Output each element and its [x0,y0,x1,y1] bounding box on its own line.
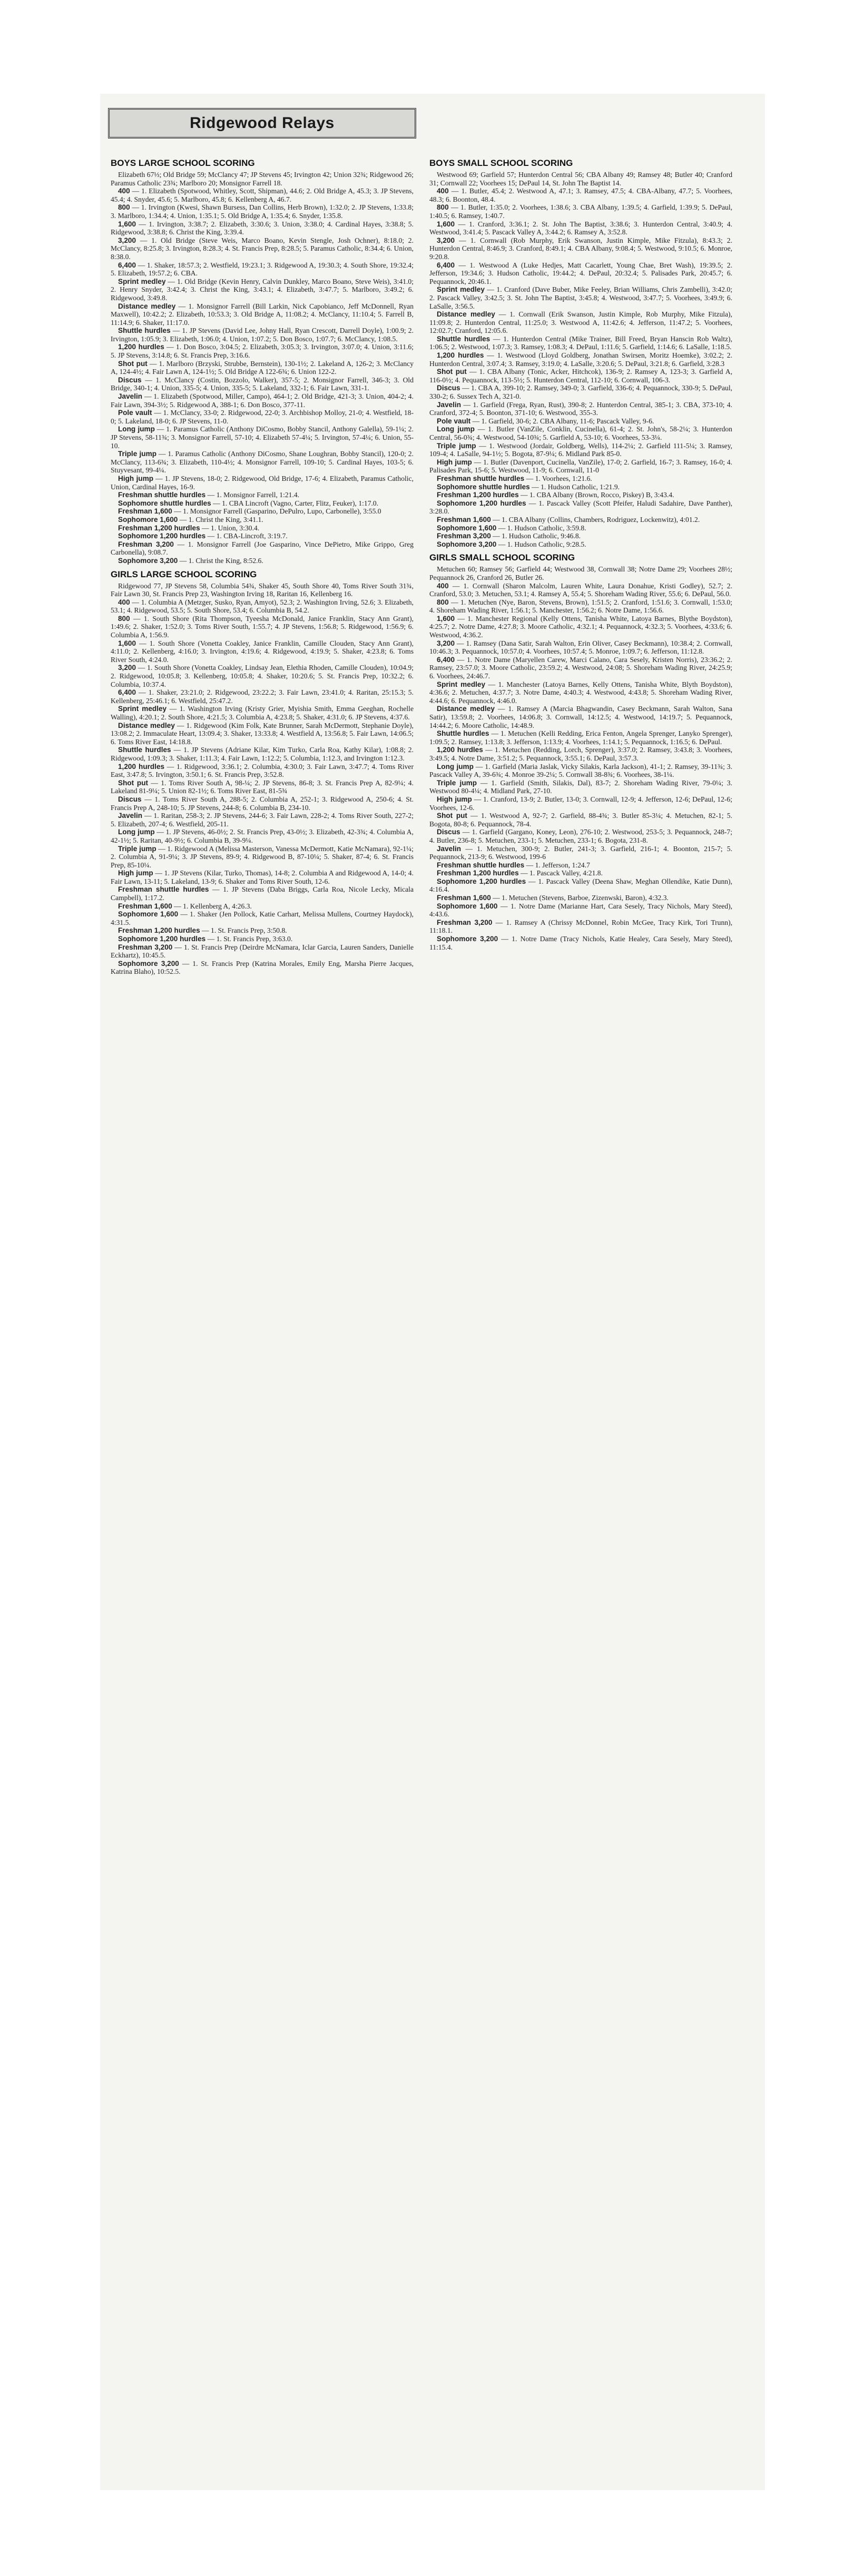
event-results: — 1. Hudson Catholic, 3:59.8. [498,524,586,532]
result-entry [111,499,414,508]
event-results: — 1. Notre Dame (Marianne Hart, Cara Sesely, Tracy Nichols, Mary Steed), 4:43.6. [429,902,732,919]
event-name: Shuttle hurdles [437,729,489,738]
result-entry [429,220,732,236]
result-entry [429,598,732,615]
event-results: — 1. South Shore (Vonetta Coakley, Janice Franklin, Camille Clouden, Stacy Ann Grant), 4:11.0; 2. Kellenberg, 4:16.0; 3. Irvington, 4:19.6; 4. Ridgewood, 4:19.9; 5. Shaker, 4:23.8; 6. Toms River South, 4:24.0. [111,639,414,664]
event-results: — 1. Columbia A (Metzger, Susko, Ryan, Amyot), 52.3; 2. Washington Irving, 52.6; 3. Elizabeth, 53.1; 4. Ridgewood, 53.5; 5. South Shore, 53.4; 6. Columbia B, 54.2. [111,598,414,615]
result-entry [111,639,414,664]
event-name: Long jump [437,762,474,771]
result-entry [111,664,414,688]
event-results: — 1. Irvington (Kwesi, Shawn Bursess, Dan Collins, Herb Brown), 1:32.0; 2. JP Stevens, 1:33.8; 3. Marlboro, 1:34.4; 4. Union, 1:35.1; 5. Old Bridge A, 1:35.4; 6. Snyder, 1:35.8. [111,203,414,220]
event-name: 1,600 [118,220,136,228]
result-entry [111,450,414,475]
result-entry [429,236,732,261]
event-name: 6,400 [437,655,455,664]
event-results: — 1. Ridgewood A (Melissa Masterson, Vanessa McDermott, Katie McNamara), 92-1¼; 2. Columbia A, 91-9¼; 3. JP Stevens, 89-9; 4. Ridgewood B, 87-10¼; 5. Shaker, 87-4; 6. St. Francis Prep, 85-10¼. [111,844,414,869]
event-name: 6,400 [437,261,455,269]
event-results: — 1. CBA Albany (Tonic, Acker, Hitchcok), 136-9; 2. Ramsey A, 123-3; 3. Garfield A, 116-0½; 4. Pequannock, 113-5½; 5. Hunterdon Central, 112-10; 6. Cornwall, 106-3. [429,368,732,384]
event-name: 400 [437,187,449,195]
event-results: — 1. Shaker, 18:57.3; 2. Westfield, 19:23.1; 3. Ridgewood A, 19:30.3; 4. South Shore, 19:32.4; 5. Elizabeth, 19:57.2; 6. CBA. [111,261,414,278]
event-results: — 1. Raritan, 258-3; 2. JP Stevens, 244-6; 3. Fair Lawn, 228-2; 4. Toms River South, 227-2; 5. Elizabeth, 207-4; 6. Westfield, 205-11. [111,812,414,828]
event-results: — 1. Ramsey A (Marcia Bhagwandin, Casey Beckmann, Sarah Walton, Sana Satir), 13:59.8; 2. Voorhees, 14:06.8; 3. Cornwall, 14:12.5; 4. Westwood, 14:19.7; 5. Pequannock, 14:44.2; 6. Moore Catholic, 14:48.9. [429,705,733,729]
event-results: — 1. Notre Dame (Maryellen Carew, Marci Calano, Cara Sesely, Kristen Norris), 23:36.2; 2. Ramsey, 23:57.0; 3. Moore Catholic, 23:59.2; 4. Westwood, 24:08; 5. Shoreham Wading River, 24:25.9; 6. Voorhees, 24:46.7. [429,655,732,680]
event-name: Distance medley [437,310,495,319]
event-results: — 1. Ramsey (Dana Satir, Sarah Walton, Erin Oliver, Casey Beckmann), 10:38.4; 2. Cornwall, 10:46.3; 3. Pequannock, 10:57.0; 4. Voorhees, 10:57.4; 5. Monroe, 1:09.7; 6. Jefferson, 11:12.8. [429,639,732,656]
event-results: — 1. Notre Dame (Tracy Nichols, Katie Healey, Cara Sesely, Mary Steed), 11:15.4. [429,935,732,951]
event-name: Sophomore 1,600 [437,524,497,532]
result-entry [111,532,414,540]
event-results: — 1. CBA Lincroft (Vagno, Carter, Flitz, Feuker), 1:17.0. [213,499,379,507]
event-name: High jump [437,795,472,803]
event-results: — 1. Butler (VanZile, Conklin, Cucinella), 61-4; 2. St. John's, 58-2¼; 3. Hunterdon Central, 56-0¾; 4. Westwood, 54-10¾; 5. Garfield A, 53-10; 6. Voorhees, 53-3¼. [429,425,732,441]
event-results: — 1. Hudson Catholic, 9:28.5. [498,540,586,548]
result-entry [111,688,414,705]
result-entry [111,360,414,376]
event-name: Freshman 1,200 hurdles [437,869,519,877]
result-entry [429,812,732,828]
result-entry [429,845,732,861]
section-heading: GIRLS LARGE SCHOOL SCORING [111,569,257,579]
event-name: Discus [437,828,460,836]
result-entry [111,236,414,261]
event-name: 1,600 [437,614,455,623]
result-entry [429,351,732,368]
event-results: — 1. JP Stevens, 18-0; 2. Ridgewood, Old Bridge, 17-6; 4. Elizabeth, Paramus Catholic, Union, Cardinal Hayes, 16-9. [111,474,414,491]
event-results: — 1. Metuchen (Redding, Lorch, Sprenger), 3:37.0; 2. Ramsey, 3:43.8; 3. Voorhees, 3:49.5; 4. Notre Dame, 3:51.2; 5. Pequannock, 3:55.1; 6. DePaul, 3:57.3. [429,746,732,762]
result-entry [111,869,414,885]
result-entry [429,310,732,335]
result-entry [429,763,732,779]
result-entry [111,475,414,491]
result-entry [429,475,732,483]
event-results: — 1. Don Bosco, 3:04.5; 2. Elizabeth, 3:05.3; 3. Irvington, 3:07.0; 4. Union, 3:11.6; 5. JP Stevens, 3:14.8; 6. St. Francis Prep, 3:16.6. [111,343,414,360]
event-name: Sophomore 3,200 [118,959,179,968]
event-name: 1,200 hurdles [437,746,483,754]
result-entry [111,376,414,392]
event-results: — 1. Ridgewood, 3:36.1; 2. Columbia, 4:30.0; 3. Fair Lawn, 3:47.7; 4. Toms River East, 3:47.8; 5. Irvington, 3:50.1; 6. St. Francis Prep, 3:52.8. [111,762,414,779]
left-results-column [111,154,414,976]
event-results: — 1. Garfield (Frega, Ryan, Rust), 390-8; 2. Hunterdon Central, 385-1; 3. CBA, 373-10; 4. Cranford, 372-4; 5. Boonton, 371-10; 6. Westwood, 355-3. [429,400,732,417]
event-name: 400 [118,598,130,606]
result-entry [111,779,414,795]
event-results: — 1. Cornwall (Rob Murphy, Erik Swanson, Justin Kimple, Mike Fitzula), 8:43.3; 2. Hunterdon Central, 8:46.9; 3. Cranford, 8:49.1; 4. CBA Albany, 9:08.4; 5. Westwood, 9:10.5; 6. Monroe, 9:20.8. [429,236,732,261]
event-name: Freshman 3,200 [437,532,491,540]
event-name: Freshman 3,200 [437,918,493,926]
event-results: — 1. Shaker (Jen Pollock, Katie Carhart, Melissa Mullens, Courtney Haydock), 4:31.5. [111,910,414,926]
event-name: Triple jump [118,844,156,853]
result-entry [429,335,732,351]
event-results: — 1. Irvington, 3:38.7; 2. Elizabeth, 3:30.6; 3. Union, 3:38.0; 4. Cardinal Hayes, 3:38.8; 5. Ridgewood, 3:38.8; 6. Christ the King, 3:39.4. [111,220,414,236]
result-entry [111,343,414,359]
result-entry [111,540,414,557]
event-name: Long jump [118,828,155,836]
event-name: Sophomore 1,600 [437,902,498,910]
result-entry [429,935,732,951]
result-entry [111,722,414,746]
event-name: Long jump [437,425,475,433]
event-name: Pole vault [118,409,152,417]
result-entry [111,203,414,220]
result-entry [429,187,732,203]
event-name: Discus [118,376,142,384]
event-name: Shot put [437,368,467,376]
event-results: — 1. Jefferson, 1:24.7 [526,861,590,869]
result-entry [111,926,414,935]
result-entry [111,763,414,779]
right-results-column [429,154,732,951]
event-results: — 1. Kellenberg A, 4:26.3. [174,902,252,910]
result-entry [111,524,414,532]
result-entry [429,171,732,187]
result-entry [111,960,414,976]
event-results: — 1. Manchester (Latoya Barnes, Kelly Ottens, Tanisha White, Blyth Boydston), 4:36.6; 2. Metuchen, 4:37.7; 3. Notre Dame, 4:40.3; 4. Westwood, 4:43.8; 5. Shoreham Wading River, 4:44.6; 6. Pequannock, 4:46.0. [429,680,732,705]
result-entry [111,507,414,516]
result-entry [111,746,414,762]
result-entry [429,615,732,639]
event-results: — 1. Old Bridge (Kevin Henry, Calvin Dunkley, Marco Boano, Steve Weis), 3:41.0; 2. Henry Snyder, 3:42.4; 3. Christ the King, 3:43.1; 4. Elizabeth, 3:47.7; 5. Marlboro, 3:49.2; 6. Ridgewood, 3:49.8. [111,277,414,302]
result-entry [111,598,414,615]
result-entry [429,746,732,762]
event-name: 3,200 [437,639,455,647]
event-name: Sophomore shuttle hurdles [437,482,530,491]
event-name: Freshman 1,200 hurdles [118,926,200,935]
result-entry [429,582,732,598]
event-results: Elizabeth 67⅓; Old Bridge 59; McClancy 47; JP Stevens 45; Irvington 42; Union 32¾; Ridgewood 26; Paramus Catholic 23¾; Marlboro 20; Monsignor Farrell 18. [111,171,414,187]
result-entry [429,483,732,491]
event-results: — 1. Union, 3:30.4. [202,524,260,532]
event-name: 400 [437,581,449,590]
event-results: — 1. JP Stevens (Daba Briggs, Carla Roa, Nicole Lecky, Micala Campbell), 1:17.2. [111,885,414,902]
event-results: — 1. Christ the King, 8:52.6. [179,556,263,565]
result-entry [111,795,414,812]
event-results: — 1. Cranford (Dave Buber, Mike Feeley, Brian Williams, Chris Zambelli), 3:42.0; 2. Pascack Valley, 3:42.5; 3. St. John The Baptist, 3:45.8; 4. Westwood, 3:47.7; 5. Voorhees, 3:49.9; 6. LaSalle, 3:56.5. [429,285,732,310]
event-name: Triple jump [437,441,476,450]
event-name: Shuttle hurdles [437,334,490,343]
result-entry [429,532,732,540]
event-results: — 1. Elizabeth (Spotwood, Whitley, Scott, Shipman), 44.6; 2. Old Bridge A, 45.3; 3. JP Stevens, 45.4; 4. Snyder, 45.6; 5. Marlboro, 45.8; 6. Kellenberg A, 46.7. [111,187,414,203]
event-name: High jump [118,869,153,877]
event-name: 1,200 hurdles [118,762,165,771]
event-results: — 1. Ramsey A (Chrissy McDonnel, Robin McGee, Tracy Kirk, Tori Trunn), 11:18.1. [429,918,732,935]
result-entry [111,261,414,278]
event-results: — 1. Butler, 45.4; 2. Westwood A, 47.1; 3. Ramsey, 47.5; 4. CBA-Albany, 47.7; 5. Voorhees, 48.3; 6. Boonton, 48.4. [429,187,732,203]
event-name: Distance medley [118,302,176,310]
event-results: — 1. Old Bridge (Steve Weis, Marco Boano, Kevin Stengle, Josh Ochner), 8:18.0; 2. McClancy, 8:25.8; 3. Irvington, 8:28.3; 4. St. Francis Prep, 8:28.5; 5. Paramus Catholic, 8:34.4; 6. Union, 8:38.0. [111,236,414,261]
event-name: 800 [118,203,130,212]
result-entry [429,779,732,795]
event-results: — 1. CBA Albany (Collins, Chambers, Rodriguez, Lockenwitz), 4:01.2. [493,515,700,524]
result-entry [429,285,732,310]
result-entry [429,524,732,532]
event-name: Triple jump [437,778,477,787]
result-entry [429,540,732,549]
event-name: Freshman 1,600 [118,507,172,516]
event-results: — 1. Hunterdon Central (Mike Trainer, Bill Freed, Bryan Hanscin Rob Waltz), 1:06.5; 2. Westwood, 1:07.3; 3. Ramsey, 1:08.3; 4. DePaul, 1:11.6; 5. Garfield, 1:14.6; 6. LaSalle, 1:18.5. [429,334,732,351]
result-entry [429,861,732,870]
event-name: Freshman shuttle hurdles [118,491,206,499]
result-entry [111,557,414,565]
result-entry [111,171,414,187]
result-entry [429,705,732,729]
event-name: Sprint medley [118,277,166,285]
event-results: — 1. Hudson Catholic, 1:21.9. [532,482,620,491]
event-name: Freshman 1,600 [437,515,491,524]
event-results: Westwood 69; Garfield 57; Hunterdon Central 56; CBA Albany 49; Ramsey 48; Butler 40; Cranford 31; Cornwall 22; Voorhees 15; DePaul 14, St. John The Baptist 14. [429,171,732,187]
event-results: — 1. St. Francis Prep, 3:50.8. [202,926,287,935]
event-results: — 1. St. Francis Prep (Deirdre McNamara, Iclar Garcia, Lauren Sanders, Danielle Eckhartz), 10:45.5. [111,943,414,960]
result-entry [111,491,414,499]
result-entry [111,187,414,203]
result-entry [429,425,732,441]
event-results: — 1. Christ the King, 3:41.1. [179,515,263,524]
result-entry [429,417,732,426]
event-results: — 1. Toms River South A, 98-¼; 2. JP Stevens, 86-8; 3. St. Francis Prep A, 82-9¼; 4. Lakeland 81-9¼; 5. Union 82-1½; 6. Toms River East, 81-5¾ [111,778,414,795]
event-results: — 1. Voorhees, 1:21.6. [526,474,592,482]
result-entry [429,902,732,919]
event-name: Sprint medley [437,680,486,688]
event-results: — 1. Paramus Catholic (Anthony DiCosmo, Shane Loughran, Bobby Stancil), 120-0; 2. McClancy, 113-6¾; 3. Elizabeth, 110-4½; 4. Monsignor Farrell, 109-10; 5. Cardinal Hayes, 103-5; 6. Stuyvesant, 99-4¼. [111,450,414,475]
event-results: — 1. Pascack Valley (Deena Shaw, Meghan Ollendike, Katie Dunn), 4:16.4. [429,877,732,894]
event-name: 3,200 [118,664,136,672]
event-name: Discus [437,384,460,392]
event-name: 400 [118,187,130,195]
event-results: — 1. Metuchen (Nye, Baron, Stevens, Brown), 1:51.5; 2. Cranford, 1:51.6; 3. Cornwall, 1:53.0; 4. Shoreham Wading River, 1:56.1; 5. Manchester, 1:56.2; 6. Notre Dame, 1:56.6. [429,598,732,615]
event-name: Freshman 3,200 [118,540,174,548]
event-results: — 1. Manchester Regional (Kelly Ottens, Tanisha White, Latoya Barnes, Blythe Boydston), 4:25.7; 2. Notre Dame, 4:27.8; 3. Moore Catholic, 4:32.1; 4. Pequannock, 4:32.3; 5. Voorhees, 4:33.6; 6. Westwood, 4:36.2. [429,614,732,639]
event-results: — 1. Garfield (Smith, Silakis, Dal), 83-7; 2. Shoreham Wading River, 79-0¼; 3. Westwood 80-4¼; 4. Midland Park, 27-10. [429,778,732,795]
event-name: Javelin [437,844,462,853]
event-results: — 1. South Shore (Vonetta Coakley, Lindsay Jean, Elethia Rhoden, Camille Clouden), 10:04.9; 2. Ridgewood, 10:05.8; 3. Kellenberg, 10:05.8; 4. Shaker, 10:20.6; 5. St. Francis Prep, 10:32.2; 6. Columbia, 10:37.4. [111,664,414,688]
event-results: — 1. Cornwall (Sharon Malcolm, Lauren White, Laura Donahue, Kristi Godley), 52.7; 2. Cranford, 53.0; 3. Metuchen, 53.1; 4. Ramsey A, 55.4; 5. Shoreham Wading River, 55.6; 6. DePaul, 56.0. [429,581,732,598]
event-results: — 1. Elizabeth (Spotwood, Miller, Campo), 464-1; 2. Old Bridge, 421-3; 3. Union, 404-2; 4. Fair Lawn, 394-3½; 5. Ridgewood A, 388-1; 6. Don Bosco, 377-11. [111,392,414,409]
event-results: — 1. Monsignor Farrell (Bill Larkin, Nick Capobianco, Jeff McDonnell, Ryan Maxwell), 10:42.2; 2. Elizabeth, 10:53.3; 3. Old Bridge A, 11:08.2; 4. McClancy, 11:10.4; 5. Farrell B, 11:14.9; 6. Shaker, 11:17.0. [111,302,414,327]
event-name: Shot put [118,778,149,787]
event-name: Sophomore 3,200 [118,556,178,565]
event-name: 1,600 [118,639,136,647]
result-entry [111,935,414,943]
event-results: — 1. St. Francis Prep (Katrina Morales, Emily Eng, Marsha Pierre Jacques, Katrina Blaho), 10:52.5. [111,959,414,976]
event-results: — 1. Butler (Davenport, Cucinella, VanZile), 17-0; 2. Garfield, 16-7; 3. Ramsey, 16-0; 4. Palisades Park, 15-6; 5. Westwood, 11-9; 6. Cornwall, 11-0 [429,458,732,475]
event-results: — 1. Pascack Valley (Scott Pfeifer, Haludi Sadahire, Dave Panther), 3:28.0. [429,499,732,516]
event-results: — 1. JP Stevens, 46-0½; 2. St. Francis Prep, 43-0½; 3. Elizabeth, 42-3¾; 4. Columbia A, 42-1½; 5. Raritan, 40-9½; 6. Columbia B, 39-9¼. [111,828,414,844]
event-name: 800 [118,614,130,623]
event-name: 3,200 [118,236,136,244]
result-entry [111,910,414,926]
result-entry [111,902,414,911]
result-entry [429,639,732,656]
event-name: 800 [437,598,449,606]
result-entry [429,729,732,746]
event-results: — 1. Cornwall (Erik Swanson, Justin Kimple, Rob Murphy, Mike Fitzula), 11:09.8; 2. Hunterdon Central, 11:25.0; 3. Westwood A, 11:42.6; 4. Jefferson, 11:47.2; 5. Voorhees, 12:02.7; Cranford, 12:05.6. [429,310,732,335]
event-name: Discus [118,795,142,803]
result-entry [429,877,732,894]
result-entry [429,368,732,384]
result-entry [111,885,414,902]
event-name: Distance medley [437,705,495,713]
result-entry [111,220,414,236]
event-name: High jump [118,474,154,482]
event-name: Sophomore 1,600 [118,910,179,919]
event-name: Long jump [118,425,155,433]
event-results: — 1. Monsignor Farrell (Joe Gasparino, Vince DePietro, Mike Grippo, Greg Carbonella), 9:08.7. [111,540,414,557]
event-results: — 1. Toms River South A, 288-5; 2. Columbia A, 252-1; 3. Ridgewood A, 250-6; 4. St. Francis Prep A, 248-10; 5. JP Stevens, 244-8; 6. Columbia B, 234-10. [111,795,414,812]
result-entry [429,516,732,524]
event-results: — 1. Garfield (Maria Jaslak, Vicky Silakis, Karla Jackson), 41-1; 2. Ramsey, 39-11¾; 3. Pascack Valley A, 39-6¾; 4. Monroe 39-2¼; 5. Cornwall 38-8¾; 6. Voorhees, 38-1¼. [429,762,732,779]
event-name: 6,400 [118,261,136,269]
event-results: — 1. Garfield, 30-6; 2. CBA Albany, 11-6; Pascack Valley, 9-6. [472,417,654,425]
event-results: — 1. Westwood (Jordair, Goldberg, Wells), 114-2¼; 2. Garfield 111-5¼; 3. Ramsey, 109-4; 4. LaSalle, 94-1½; 5. Bogota, 87-9¼; 6. Midland Park 85-0. [429,441,733,458]
event-name: 800 [437,203,449,212]
event-results: — 1. Pascack Valley, 4:21.8. [521,869,603,877]
event-name: Freshman shuttle hurdles [118,885,209,894]
event-results: — 1. JP Stevens (David Lee, Johny Hall, Ryan Crescott, Darrell Doyle), 1:00.9; 2. Irvington, 1:05.9; 3. Elizabeth, 1:06.0; 4. Union, 1:07.2; 5. Don Bosco, 1:07.7; 6. McClancy, 1:08.5. [111,327,414,343]
event-results: — 1. Monsignor Farrell, 1:21.4. [207,491,300,499]
result-entry [111,392,414,409]
event-name: Freshman shuttle hurdles [437,474,525,482]
event-results: — 1. Metuchen (Kelli Redding, Erica Fenton, Angela Sprenger, Lanyko Sprenger), 1:09.5; 2. Ramsey, 1:13.8; 3. Jefferson, 1:13.9; 4. Voorhees, 1:14.1; 5. Pequannock, 1:16.5; 6. DePaul. [429,729,732,746]
event-results: Ridgewood 77, JP Stevens 58, Columbia 54¾, Shaker 45, South Shore 40, Toms River South 31¾, Fair Lawn 30, St. Francis Prep 23, Washington Irving 18, Raritan 16, Kellenberg 16. [111,581,414,598]
event-name: Javelin [118,812,143,820]
result-entry [429,869,732,877]
result-entry [429,828,732,844]
event-results: — 1. Ridgewood (Kim Folk, Kate Brunner, Sarah McDermott, Stephanie Doyle), 13:08.2; 2. Immaculate Heart, 13:09.4; 3. Shaker, 13:33.8; 4. Westfield A, 13:56.8; 5. Fair Lawn, 14:06.5; 6. Toms River East, 14:18.8. [111,721,414,746]
result-entry [429,491,732,499]
event-name: Sophomore 1,200 hurdles [118,935,206,943]
result-entry [111,327,414,343]
event-results: — 1. Marlboro (Brzyski, Strubbe, Bernstein), 130-1½; 2. Lakeland A, 126-2; 3. McClancy A, 124-4½; 4. Fair Lawn A, 124-1½; 5. Old Bridge A 122-6¾; 6. Union 122-2. [111,359,414,376]
event-name: Shot put [437,812,467,820]
event-results: — 1. McClancy, 33-0; 2. Ridgewood, 22-0; 3. Archbishop Molloy, 21-0; 4. Westfield, 18-0; 5. Lakeland, 18-0; 6. JP Stevens, 11-0. [111,409,414,425]
event-results: — 1. Butler, 1:35.0; 2. Voorhees, 1:38.6; 3. CBA Albany, 1:39.5; 4. Garfield, 1:39.9; 5. DePaul, 1:40.5; 6. Ramsey, 1:40.7. [429,203,733,220]
event-results: — 1. JP Stevens (Kilar, Turko, Thomas), 14-8; 2. Columbia A and Ridgewood A, 14-0; 4. Fair Lawn, 13-11; 5. Lakeland, 13-9; 6. Shaker and Toms River South, 12-6. [111,869,414,885]
section-heading: GIRLS SMALL SCHOOL SCORING [429,552,575,563]
result-entry [111,409,414,425]
result-entry [429,680,732,705]
result-entry [429,499,732,516]
event-results: — 1. Metuchen, 300-9; 2. Butler, 241-3; 3. Garfield, 216-1; 4. Boonton, 215-7; 5. Pequannock, 213-9; 6. Westwood, 199-6 [429,844,732,861]
event-results: — 1. St. Francis Prep, 3:63.0. [207,935,293,943]
result-entry [111,425,414,450]
event-results: — 1. Westwood (Lloyd Goldberg, Jonathan Swirsen, Moritz Hoemke), 3:02.2; 2. Hunterdon Central, 3:07.4; 3. Ramsey, 3:19.0; 4. LaSalle, 3:20.6; 5. DePaul, 3:21.8; 6. Garfield, 3:28.3 [429,351,732,368]
event-name: Pole vault [437,417,471,425]
section-heading: BOYS SMALL SCHOOL SCORING [429,158,573,168]
event-results: — 1. Washington Irving (Kristy Grier, Myishia Smith, Emma Geeghan, Rochelle Walling), 4:20.1; 2. South Shore, 4:21.5; 3. Columbia A, 4:23.8; 5. Shaker, 4:31.0; 6. JP Stevens, 4:37.6. [111,705,414,721]
event-name: 1,200 hurdles [118,343,164,351]
event-name: 1,200 hurdles [437,351,484,360]
event-results: — 1. Westwood A (Luke Hedjes, Matt Cacarlett, Young Chae, Bret Wash), 19:39.5; 2. Jefferson, 19:34.6; 3. Hudson Catholic, 19:44.2; 4. DePaul, 20:32.4; 5. Palisades Park, 20:45.7; 6. Pequannock, 20:46.1. [429,261,732,285]
result-entry [429,401,732,417]
result-entry [429,203,732,220]
result-entry [111,943,414,960]
result-entry [111,302,414,327]
event-results: — 1. Westwood A, 92-7; 2. Garfield, 88-4¾; 3. Butler 85-3¼; 4. Metuchen, 82-1; 5. Bogota, 80-8; 6. Pequannock, 78-4. [429,812,732,828]
event-name: Freshman shuttle hurdles [437,861,525,869]
event-results: — 1. Cranford, 13-9; 2. Butler, 13-0; 3. Cornwall, 12-9; 4. Jefferson, 12-6; DePaul, 12-6; Voorhees, 12-6. [429,795,732,812]
result-entry [111,705,414,721]
event-name: Javelin [437,400,462,409]
event-name: Sophomore 3,200 [437,935,498,943]
result-entry [111,615,414,639]
event-name: Sophomore 3,200 [437,540,497,548]
event-name: Shuttle hurdles [118,327,171,335]
event-results: — 1. CBA A, 399-10; 2. Ramsey, 349-0; 3. Garfield, 336-6; 4. Pequannock, 330-9; 5. DePaul, 330-2; 6. Sussex Tech A, 321-0. [429,384,732,401]
event-results: — 1. Garfield (Gargano, Koney, Leon), 276-10; 2. Westwood, 253-5; 3. Pequannock, 248-7; 4. Butler, 236-8; 5. Metuchen, 233-1; 5. Metuchen, 233-1; 6. Bogota, 231-8. [429,828,732,844]
event-results: — 1. CBA-Lincroft, 3:19.7. [207,532,288,540]
event-name: Javelin [118,392,143,401]
event-name: Sophomore shuttle hurdles [118,499,211,507]
event-results: — 1. Hudson Catholic, 9:46.8. [493,532,581,540]
event-name: Distance medley [118,721,175,729]
result-entry [111,845,414,870]
result-entry [111,812,414,828]
result-entry [429,458,732,475]
event-results: — 1. McClancy (Costin, Bozzolo, Walker), 357-5; 2. Monsignor Farrell, 346-3; 3. Old Bridge, 340-1; 4. Union, 335-5; 4. Union, 335-5; 5. Lakeland, 332-1; 6. Fair Lawn, 331-1. [111,376,414,392]
result-entry [429,919,732,935]
result-entry [429,565,732,581]
event-name: 3,200 [437,236,455,244]
event-name: Sprint medley [118,705,167,713]
result-entry [429,795,732,812]
event-results: — 1. Monsignor Farrell (Gasparino, DePulro, Lupo, Carbonelle), 3:55.0 [174,507,381,516]
event-name: Triple jump [118,450,156,458]
event-results: — 1. Shaker, 23:21.0; 2. Ridgewood, 23:22.2; 3. Fair Lawn, 23:41.0; 4. Raritan, 25:15.3; 5. Kellenberg, 25:46.1; 6. Westfield, 25:47.2. [111,688,414,705]
result-entry [429,442,732,458]
event-name: Sophomore 1,200 hurdles [437,877,526,885]
event-results: — 1. Cranford, 3:36.1; 2. St. John The Baptist, 3:38.6; 3. Hunterdon Central, 3:40.9; 4. Westwood, 3:41.4; 5. Pascack Valley A, 3:44.2; 6. Ramsey A, 3:52.8. [429,220,732,236]
event-name: Freshman 1,600 [118,902,172,910]
event-results: — 1. Paramus Catholic (Anthony DiCosmo, Bobby Stancil, Anthony Galella), 59-1¼; 2. JP Stevens, 58-11¾; 3. Monsignor Farrell, 57-10; 4. Elizabeth 57-4¼; 5. Irvington, 57-4¼; 6. Union, 55-10. [111,425,414,450]
event-name: 6,400 [118,688,136,697]
event-results: — 1. JP Stevens (Adriane Kilar, Kim Turko, Carla Roa, Kathy Kilar), 1:08.8; 2. Ridgewood, 1:09.3; 3. Shaker, 1:11.3; 4. Fair Lawn, 1:12.2; 5. Columbia, 1:12.3, and Irvington 1:12.3. [111,746,414,762]
event-name: Sophomore 1,600 [118,515,178,524]
result-entry [429,894,732,902]
result-entry [111,582,414,598]
event-results: Metuchen 60; Ramsey 56; Garfield 44; Westwood 38, Cornwall 38; Notre Dame 29; Voorhees 28½; Pequannock 26, Cranford 26, Butler 26. [429,565,732,581]
event-name: Freshman 1,200 hurdles [437,491,519,499]
event-name: Freshman 3,200 [118,943,173,951]
result-entry [429,384,732,400]
section-heading: BOYS LARGE SCHOOL SCORING [111,158,255,168]
banner-title: Ridgewood Relays [108,108,416,139]
event-name: Shot put [118,359,148,368]
event-name: 1,600 [437,220,455,228]
event-name: Freshman 1,600 [437,894,491,902]
event-name: Sprint medley [437,285,485,294]
event-name: Sophomore 1,200 hurdles [118,532,206,540]
result-entry [111,828,414,844]
result-entry [429,261,732,286]
event-results: — 1. CBA Albany (Brown, Rocco, Piskey) B, 3:43.4. [521,491,674,499]
event-name: Sophomore 1,200 hurdles [437,499,526,507]
event-name: High jump [437,458,472,466]
event-results: — 1. South Shore (Rita Thompson, Tyeesha McDonald, Janice Franklin, Stacy Ann Grant), 1:49.6; 2. Shaker, 1:52.0; 3. Toms River South, 1:55.7; 4. JP Stevens, 1:56.8; 5. Ridgewood, 1:56.9; 6. Columbia A, 1:56.9. [111,614,414,639]
event-name: Shuttle hurdles [118,746,171,754]
event-results: — 1. Metuchen (Stevens, Barboe, Zizenwski, Baron), 4:32.3. [493,894,669,902]
event-name: Freshman 1,200 hurdles [118,524,200,532]
result-entry [111,516,414,524]
result-entry [111,278,414,302]
result-entry [429,656,732,680]
